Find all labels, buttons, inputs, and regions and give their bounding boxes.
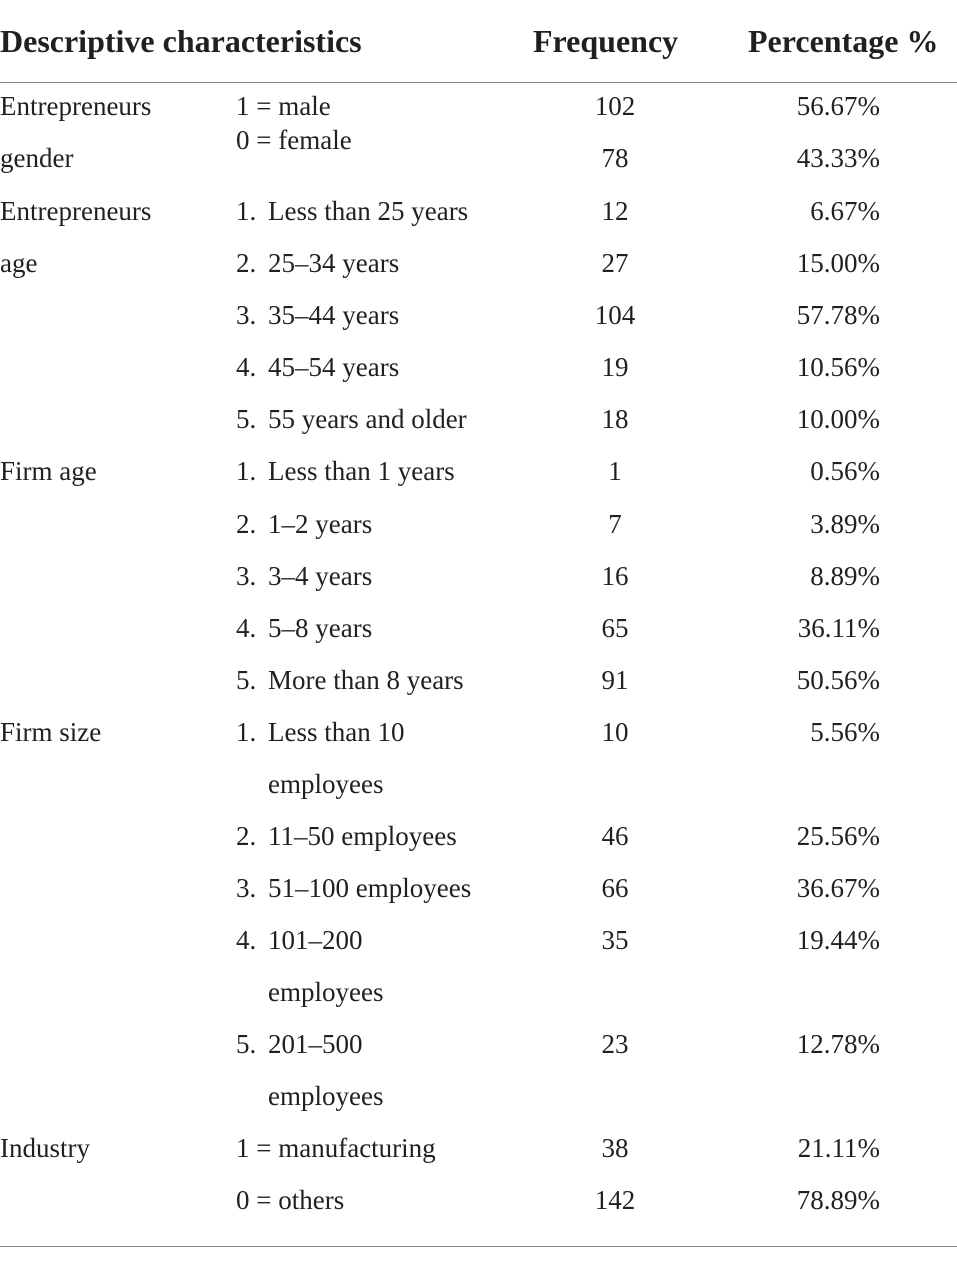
row-percentage: 36.67% <box>796 873 880 903</box>
row-percentage: 21.11% <box>797 1133 880 1163</box>
row-label: More than 8 years <box>268 665 464 695</box>
row-label-continued: employees <box>268 769 384 799</box>
row-frequency: 7 <box>608 509 622 539</box>
footer-rule <box>0 1246 957 1247</box>
row-frequency: 65 <box>601 613 629 643</box>
row-frequency: 19 <box>601 352 629 382</box>
row-number: 2. <box>236 248 257 278</box>
category-gender-line2: gender <box>0 143 74 173</box>
row-label-continued: employees <box>268 977 384 1007</box>
header-percentage: Percentage % <box>748 23 939 59</box>
row-percentage: 78.89% <box>796 1185 880 1215</box>
row-label: 1–2 years <box>268 509 373 539</box>
row-label: 5–8 years <box>268 613 373 643</box>
row-number: 2. <box>236 821 257 851</box>
row-number: 3. <box>236 561 257 591</box>
row-percentage: 6.67% <box>810 196 880 226</box>
category-firm-size: Firm size <box>0 717 102 747</box>
row-frequency: 142 <box>594 1185 636 1215</box>
row-percentage: 56.67% <box>796 91 880 121</box>
row-percentage: 50.56% <box>796 665 880 695</box>
row-label: 35–44 years <box>268 300 400 330</box>
row-percentage: 10.56% <box>796 352 880 382</box>
row-frequency: 10 <box>601 717 629 747</box>
row-frequency: 23 <box>601 1029 629 1059</box>
row-frequency: 38 <box>601 1133 629 1163</box>
row-label-continued: employees <box>268 1081 384 1111</box>
row-number: 5. <box>236 404 257 434</box>
header-characteristics: Descriptive characteristics <box>0 23 362 59</box>
row-frequency: 18 <box>601 404 629 434</box>
row-number: 1. <box>236 717 257 747</box>
row-label: Less than 1 years <box>268 456 455 486</box>
row-frequency: 35 <box>601 925 629 955</box>
row-percentage: 25.56% <box>796 821 880 851</box>
row-number: 1. <box>236 456 257 486</box>
row-frequency: 1 <box>608 456 622 486</box>
row-number: 4. <box>236 352 257 382</box>
row-percentage: 8.89% <box>810 561 880 591</box>
category-firm-age: Firm age <box>0 456 97 486</box>
row-frequency: 12 <box>601 196 629 226</box>
row-percentage: 15.00% <box>796 248 880 278</box>
row-frequency: 78 <box>601 143 629 173</box>
row-percentage: 57.78% <box>796 300 880 330</box>
row-code: 0 = female <box>236 125 352 155</box>
category-gender-line1: Entrepreneurs <box>0 91 152 121</box>
row-frequency: 27 <box>601 248 629 278</box>
row-frequency: 102 <box>594 91 636 121</box>
row-label: 45–54 years <box>268 352 400 382</box>
row-percentage: 3.89% <box>810 509 880 539</box>
row-percentage: 12.78% <box>796 1029 880 1059</box>
row-label: Less than 10 <box>268 717 405 747</box>
row-percentage: 36.11% <box>797 613 880 643</box>
row-percentage: 5.56% <box>810 717 880 747</box>
row-label: Less than 25 years <box>268 196 469 226</box>
row-percentage: 19.44% <box>796 925 880 955</box>
row-number: 3. <box>236 300 257 330</box>
row-percentage: 0.56% <box>810 456 880 486</box>
row-number: 4. <box>236 613 257 643</box>
row-number: 3. <box>236 873 257 903</box>
row-number: 5. <box>236 665 257 695</box>
row-frequency: 66 <box>601 873 629 903</box>
row-label: 3–4 years <box>268 561 373 591</box>
row-code: 1 = male <box>236 91 331 121</box>
row-percentage: 43.33% <box>796 143 880 173</box>
row-label: 101–200 <box>268 925 363 955</box>
row-number: 4. <box>236 925 257 955</box>
category-age-line1: Entrepreneurs <box>0 196 152 226</box>
row-label: 201–500 <box>268 1029 363 1059</box>
category-industry: Industry <box>0 1133 90 1163</box>
row-frequency: 104 <box>594 300 636 330</box>
row-label: 25–34 years <box>268 248 400 278</box>
row-code: 0 = others <box>236 1185 345 1215</box>
row-code: 1 = manufacturing <box>236 1133 436 1163</box>
row-label: 11–50 employees <box>268 821 457 851</box>
row-label: 51–100 employees <box>268 873 472 903</box>
row-frequency: 91 <box>601 665 629 695</box>
row-number: 5. <box>236 1029 257 1059</box>
row-percentage: 10.00% <box>796 404 880 434</box>
row-label: 55 years and older <box>268 404 467 434</box>
row-number: 1. <box>236 196 257 226</box>
category-age-line2: age <box>0 248 38 278</box>
row-frequency: 16 <box>601 561 629 591</box>
row-number: 2. <box>236 509 257 539</box>
row-frequency: 46 <box>601 821 629 851</box>
header-frequency: Frequency <box>533 23 679 59</box>
